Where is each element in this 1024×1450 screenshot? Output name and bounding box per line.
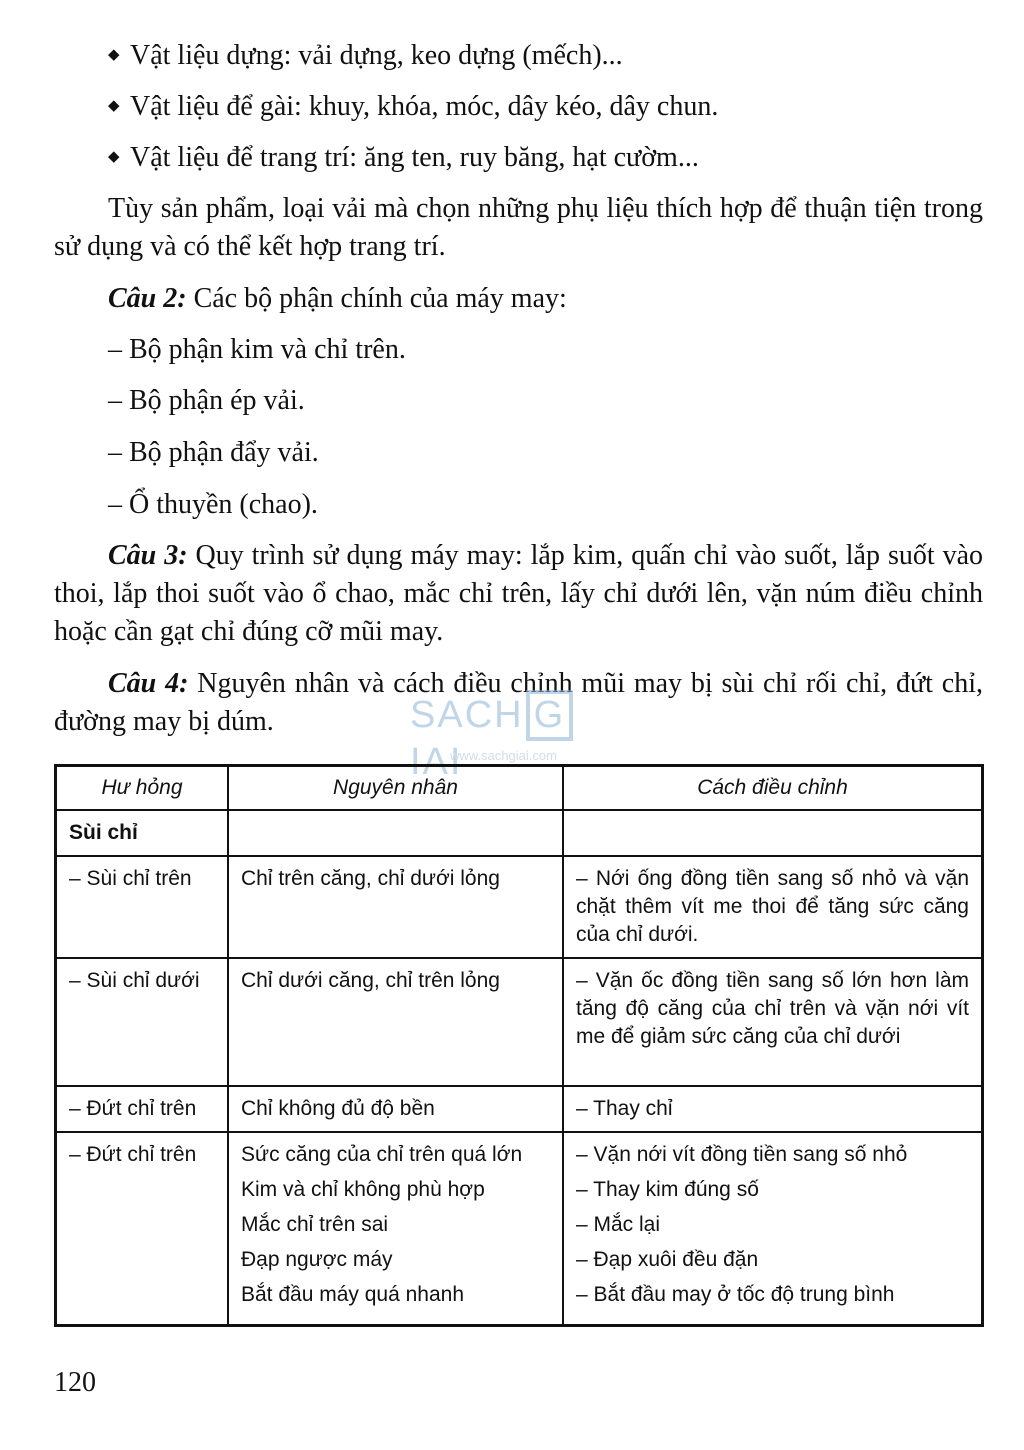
table-row [56,958,983,1086]
question-label: Câu 4: [108,668,189,699]
cause-line: Bắt đầu máy quá nhanh [241,1283,465,1306]
fix-cell: – Nới ống đồng tiền sang số nhỏ và vặn chặt thêm vít me thoi để tăng sức căng của chỉ dưới. [563,856,983,958]
diamond-bullet-icon: ◆ [108,46,120,63]
list-item: – Bộ phận kim và chỉ trên. [108,334,406,365]
question-4 [54,665,983,741]
table-row [56,1086,983,1132]
fault-cell: – Đứt chỉ trên [56,1086,229,1132]
list-item: – Bộ phận đẩy vải. [108,437,319,468]
fix-cell: – Thay chỉ [563,1086,983,1132]
fix-cell [563,1132,983,1326]
question-text: Quy trình sử dụng máy may: lắp kim, quấn chỉ vào suốt, lắp suốt vào thoi, lắp thoi suốt vào ổ chao, mắc chỉ trên, lấy chỉ dưới lên, vặn núm điều chỉnh hoặc cần gạt chỉ đúng cỡ mũi may. [54,540,983,647]
cause-line: Sức căng của chỉ trên quá lớn [241,1143,523,1166]
cause-line: Mắc chỉ trên sai [241,1213,389,1236]
table-group-row [56,810,983,856]
repair-table [54,764,984,1327]
bullet-text: Vật liệu dựng: vải dựng, keo dựng (mếch)... [130,40,623,71]
paragraph-accessories: Tùy sản phẩm, loại vải mà chọn những phụ liệu thích hợp để thuận tiện trong sử dụng và có thể kết hợp trang trí. [54,193,983,262]
cause-line: Đạp ngược máy [241,1248,393,1271]
fix-line: – Bắt đầu may ở tốc độ trung bình [576,1283,895,1306]
column-header-cause: Nguyên nhân [228,766,563,811]
table-cell [563,810,983,856]
cause-cell [228,1132,563,1326]
question-text: Các bộ phận chính của máy may: [186,283,567,314]
bullet-item [108,139,699,179]
column-header-fix: Cách điều chỉnh [563,766,983,811]
fix-line: – Thay kim đúng số [576,1178,759,1201]
diamond-bullet-icon: ◆ [108,97,120,114]
group-label: Sùi chỉ [56,810,229,856]
column-header-fault: Hư hỏng [56,766,229,811]
list-item: – Ổ thuyền (chao). [108,489,318,520]
page-number: 120 [54,1367,96,1398]
list-item: – Bộ phận ép vải. [108,385,305,416]
question-text: Nguyên nhân và cách điều chỉnh mũi may bị sùi chỉ rối chỉ, đứt chỉ, đường may bị dúm. [54,668,983,737]
bullet-text: Vật liệu để gài: khuy, khóa, móc, dây kéo, dây chun. [130,91,719,122]
cause-cell: Chỉ không đủ độ bền [228,1086,563,1132]
fix-line: – Đạp xuôi đều đặn [576,1248,759,1271]
question-label: Câu 2: [108,283,187,314]
fix-cell: – Vặn ốc đồng tiền sang số lớn hơn làm tăng độ căng của chỉ trên và vặn nới vít me để giảm sức căng của chỉ dưới [563,958,983,1086]
cause-cell: Chỉ dưới căng, chỉ trên lỏng [228,958,563,1086]
fix-line: – Vặn nới vít đồng tiền sang số nhỏ [576,1143,908,1166]
cause-line: Kim và chỉ không phù hợp [241,1178,485,1201]
table-row [56,856,983,958]
watermark-brand: SACH GIAI [410,690,620,784]
question-label: Câu 3: [108,540,188,571]
table-cell [228,810,563,856]
fault-cell: – Sùi chỉ trên [56,856,229,958]
question-2 [54,280,983,318]
diamond-bullet-icon: ◆ [108,148,120,165]
table-row [56,1132,983,1326]
table-header-row [56,766,983,811]
watermark-url: www.sachgiai.com [450,748,557,763]
bullet-item [108,37,623,77]
fault-cell: – Đứt chỉ trên [56,1132,229,1326]
question-3 [54,537,983,651]
bullet-text: Vật liệu để trang trí: ăng ten, ruy băng, hạt cườm... [130,142,699,173]
cause-cell: Chỉ trên căng, chỉ dưới lỏng [228,856,563,958]
bullet-item [108,88,718,128]
fix-line: – Mắc lại [576,1213,661,1236]
fault-cell: – Sùi chỉ dưới [56,958,229,1086]
